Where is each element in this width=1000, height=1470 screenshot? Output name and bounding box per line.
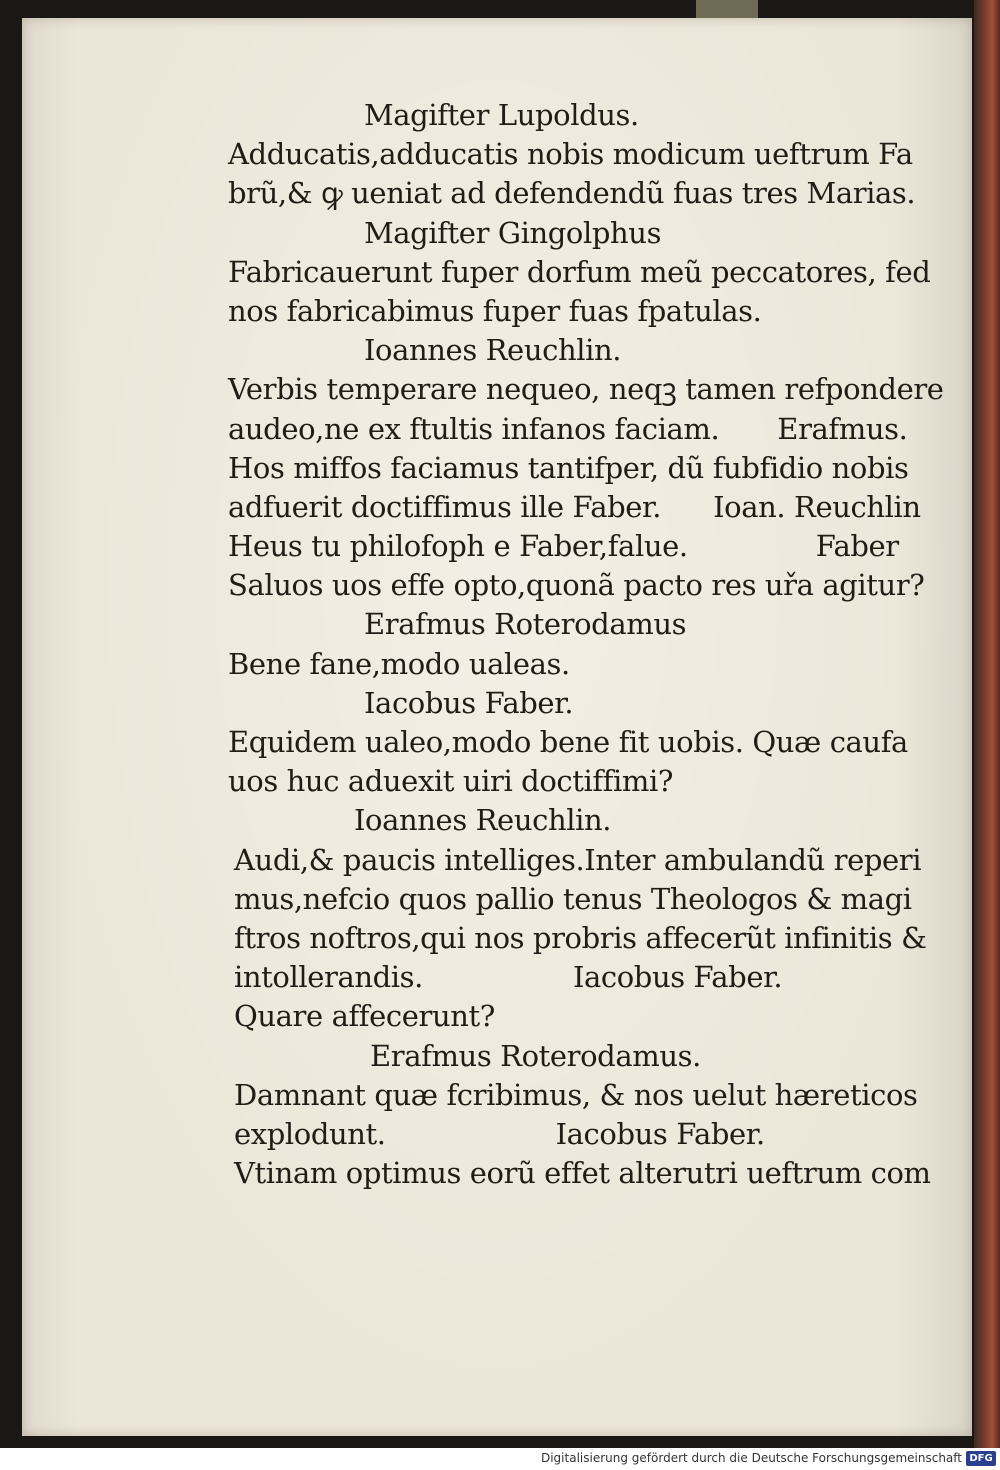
line-text: ftros noftros,qui nos probris affecerũt infinitis & — [234, 920, 927, 955]
speaker-heading — [228, 331, 928, 370]
text-line — [228, 880, 928, 919]
text-line — [228, 1154, 931, 1193]
line-text: Hos miffos faciamus tantifper, dũ fubfidio nobis — [228, 450, 909, 485]
inline-speaker: Ioan. Reuchlin — [713, 489, 921, 524]
line-text: Ioannes Reuchlin. — [354, 803, 612, 838]
line-text: Adducatis,adducatis nobis modicum ueftrum Fa — [228, 137, 913, 172]
line-text: audeo,ne ex ftultis infanos faciam. — [228, 411, 720, 446]
line-text: Iacobus Faber. — [364, 685, 574, 720]
funding-notice: Digitalisierung gefördert durch die Deutsche Forschungsgemeinschaft — [540, 1451, 962, 1465]
line-text: explodunt. — [234, 1116, 386, 1151]
inline-speaker: Iacobus Faber. — [572, 960, 783, 995]
line-text: intollerandis. — [234, 960, 423, 995]
text-line — [228, 449, 928, 488]
line-text: brũ,& ꝙ ueniat ad defendendũ fuas tres Marias. — [228, 176, 916, 211]
line-text: Heus tu philofoph e Faber,falue. — [228, 529, 688, 564]
line-text: mus,nefcio quos pallio tenus Theologos & magi — [234, 881, 912, 916]
text-line — [228, 566, 928, 605]
text-line — [228, 488, 928, 527]
line-text: Magifter Lupoldus. — [364, 98, 639, 132]
speaker-heading — [228, 684, 928, 723]
text-line — [228, 958, 928, 997]
line-text: nos fabricabimus fuper fuas fpatulas. — [228, 293, 762, 328]
text-line — [228, 370, 944, 409]
text-line — [228, 253, 931, 292]
text-line — [228, 762, 928, 801]
text-line — [228, 1076, 928, 1115]
line-text: Erafmus Roterodamus. — [370, 1038, 701, 1073]
binding-edge — [974, 0, 1000, 1448]
line-text: Audi,& paucis intelliges.Inter ambulandũ reperi — [234, 842, 922, 877]
text-line — [228, 292, 928, 331]
speaker-heading — [228, 801, 928, 840]
line-text: Magifter Gingolphus — [364, 215, 662, 250]
speaker-heading — [228, 1037, 928, 1076]
line-text: Ioannes Reuchlin. — [364, 333, 622, 368]
binding-ribbon — [696, 0, 758, 18]
text-line — [228, 841, 928, 880]
line-text: Damnant quæ fcribimus, & nos uelut hæreticos — [234, 1077, 918, 1112]
page-text — [228, 96, 944, 1193]
inline-speaker: Iacobus Faber. — [555, 1116, 765, 1151]
book-page — [22, 18, 972, 1436]
text-line — [228, 645, 928, 684]
line-text: Saluos uos effe opto,quonã pacto res uřa agitur? — [228, 568, 925, 603]
line-text: Erafmus Roterodamus — [364, 607, 687, 642]
text-line — [228, 174, 928, 213]
text-line — [228, 1115, 928, 1154]
text-line — [228, 919, 928, 958]
speaker-heading — [228, 214, 928, 253]
inline-speaker: Erafmus. — [777, 411, 908, 446]
text-line — [228, 527, 928, 566]
line-text: Equidem ualeo,modo bene fit uobis. Quæ caufa — [228, 725, 908, 759]
line-text: uos huc aduexit uiri doctiffimi? — [228, 764, 674, 799]
line-text: Quare affecerunt? — [234, 999, 495, 1034]
text-line — [228, 410, 928, 449]
text-line — [228, 135, 928, 174]
line-text: Vtinam optimus eorũ effet alterutri ueftrum com — [234, 1156, 931, 1191]
line-text: Fabricauerunt fuper dorfum meũ peccatores, fed — [228, 254, 931, 289]
text-line — [228, 997, 928, 1036]
line-text: adfuerit doctiffimus ille Faber. — [228, 489, 662, 524]
line-text: Bene fane,modo ualeas. — [228, 646, 570, 681]
footer-bar — [0, 1448, 1000, 1470]
dfg-logo: DFG — [966, 1451, 996, 1466]
inline-speaker: Faber — [815, 529, 899, 564]
speaker-heading — [228, 605, 928, 644]
text-line — [228, 723, 928, 762]
line-text: Verbis temperare nequeo, neqꝫ tamen refpondere — [228, 372, 944, 407]
speaker-heading — [228, 96, 928, 135]
